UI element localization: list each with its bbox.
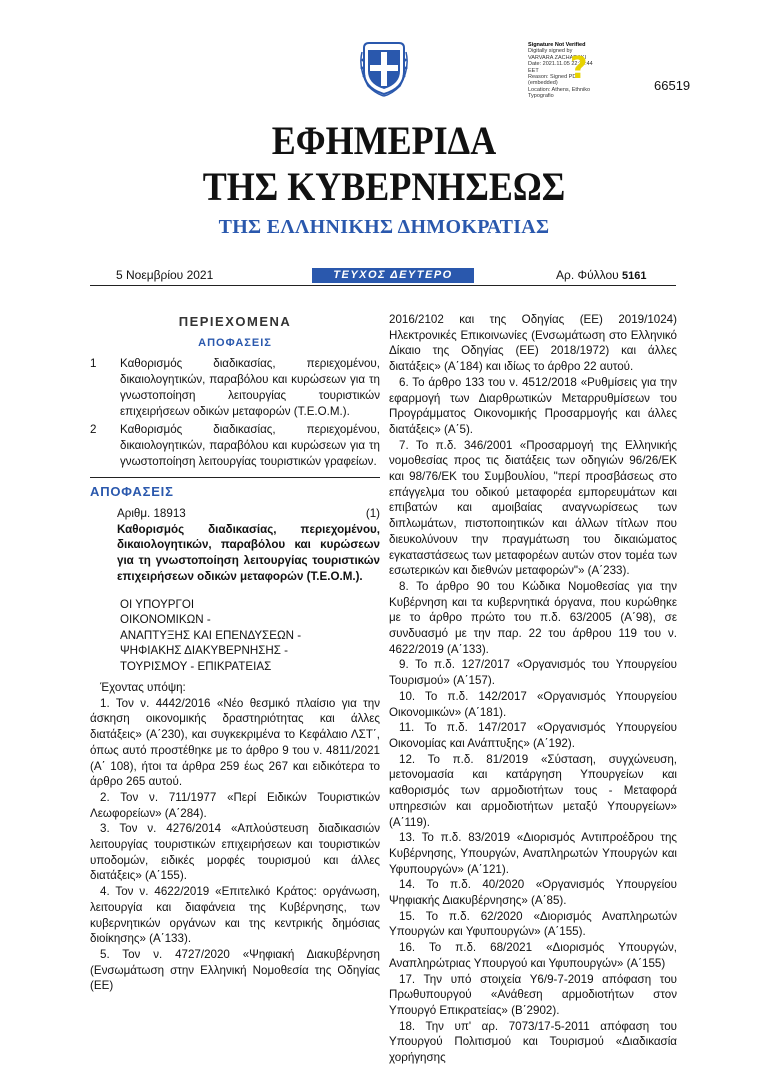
- body-paragraph: 11. Το π.δ. 147/2017 «Οργανισμός Υπουργείου Οικονομίας και Ανάπτυξης» (Α΄192).: [389, 721, 677, 750]
- body-paragraph: 7. Το π.δ. 346/2001 «Προσαρμογή της Ελληνικής νομοθεσίας προς τις διατάξεις των οδηγιών 96/26/ΕΚ και 98/76/ΕΚ του Συμβουλίου, "περί προσβάσεως στο επάγγελμα του οδικού μεταφορέα εμπορευμάτων και επιβατών και αμοιβαίας αναγνωρίσεως των διπλωμάτων, πιστοποιητικών και άλλων τίτλων που διευκολύνουν την πραγμάτωση του δικαιώματος εγκαταστάσεως των μεταφορέων αυτών στον τομέα των εσωτερικών και διεθνών μεταφορών"» (Α΄233).: [389, 438, 677, 578]
- body-paragraph: 2. Τον ν. 711/1977 «Περί Ειδικών Τουριστικών Λεωφορείων» (Α΄284).: [90, 790, 380, 820]
- divider: [90, 477, 380, 478]
- decision-number: Αριθμ. 18913: [117, 507, 186, 521]
- body-paragraph: 8. Το άρθρο 90 του Κώδικα Νομοθεσίας για την Κυβέρνηση και τα κυβερνητικά όργανα, που κυρώθηκε με το άρθρο πρώτο του π.δ. 63/2005 (Α΄98), σε συνδυασμό με την παρ. 22 του άρθρου 119 του ν. 4622/2019 (Α΄133).: [389, 579, 677, 656]
- considering-intro: Έχοντας υπόψη:: [100, 681, 186, 695]
- signature-line: (embedded): [528, 80, 558, 87]
- toc-item-text: Καθορισμός διαδικασίας, περιεχομένου, δικαιολογητικών, παραβόλου και κυρώσεων για τη γνωστοποίηση λειτουργίας τουριστικών γραφείων.: [120, 423, 380, 468]
- digital-signature-stamp: [528, 42, 606, 100]
- gazette-page-number: 66519: [654, 78, 691, 93]
- toc-item-number: 2: [90, 423, 97, 437]
- left-column: [90, 312, 380, 994]
- signature-line: Location: Athens, Ethniko: [528, 86, 591, 93]
- body-paragraph: 3. Τον ν. 4276/2014 «Απλούστευση διαδικασιών λειτουργίας τουριστικών επιχειρήσεων και τουριστικών υποδομών, ειδικές μορφές τουρισμού και άλλες διατάξεις» (Α΄155).: [90, 822, 380, 883]
- masthead: [38, 118, 729, 210]
- signature-line: EET: [528, 67, 539, 74]
- issue-date: 5 Νοεμβρίου 2021: [116, 268, 214, 282]
- decision-title: Καθορισμός διαδικασίας, περιεχομένου, δικαιολογητικών, παραβόλου και κυρώσεων για τη γνωστοποίηση λειτουργίας τουριστικών επιχειρήσεων οδικών μεταφορών (Τ.Ε.Ο.Μ.).: [117, 522, 380, 583]
- ministers-block: [90, 597, 380, 675]
- body-paragraph: 15. Το π.δ. 62/2020 «Διορισμός Αναπληρωτών Υπουργών και Υφυπουργών» (Α΄155).: [389, 909, 677, 939]
- ministers-line: ΤΟΥΡΙΣΜΟΥ - ΕΠΙΚΡΑΤΕΙΑΣ: [120, 659, 272, 673]
- masthead-line: ΤΗΣ ΚΥΒΕΡΝΗΣΕΩΣ: [202, 164, 566, 209]
- right-column: [389, 312, 677, 1066]
- decisions-heading: ΑΠΟΦΑΣΕΙΣ: [90, 484, 174, 500]
- greek-coat-of-arms-icon: [358, 38, 410, 98]
- body-paragraph: 12. Το π.δ. 81/2019 «Σύσταση, συγχώνευση, μετονομασία και κατάργηση Υπουργείων και καθορισμός των αρμοδιοτήτων τους - Μεταφορά υπηρεσιών και αρμοδιοτήτων μεταξύ Υπουργείων» (Α΄119).: [389, 752, 677, 829]
- toc-item-text: Καθορισμός διαδικασίας, περιεχομένου, δικαιολογητικών, παραβόλου και κυρώσεων για τη γνωστοποίηση λειτουργίας τουριστικών επιχειρήσεων οδικών μεταφορών (Τ.Ε.Ο.Μ.).: [120, 357, 380, 418]
- decision-number-row: [90, 506, 380, 522]
- toc-item[interactable]: [90, 422, 380, 469]
- body-paragraph: 1. Τον ν. 4442/2016 «Νέο θεσμικό πλαίσιο για την άσκηση οικονομικής δραστηριότητας και άλλες διατάξεις» (Α΄230), και συγκεκριμένα το Κεφάλαιο ΛΣΤ΄, όπως αυτό προστέθηκε με το άρθρο 9 του ν. 4811/2021 (Α΄ 108), ήτοι τα άρθρα 259 έως 267 και ειδικότερα το άρθρο 265 αυτού.: [90, 696, 380, 789]
- body-paragraph: 14. Το π.δ. 40/2020 «Οργανισμός Υπουργείου Ψηφιακής Διακυβέρνησης» (Α΄85).: [389, 878, 677, 908]
- signature-line: Reason: Signed PDF: [528, 74, 580, 81]
- sheet-value: 5161: [622, 270, 647, 282]
- signature-check-icon: ?: [570, 51, 588, 86]
- signature-line: Digitally signed by: [528, 48, 573, 55]
- toc-item-number: 1: [90, 357, 97, 371]
- issue-bar: [90, 266, 676, 286]
- ministers-line: ΑΝΑΠΤΥΞΗΣ ΚΑΙ ΕΠΕΝΔΥΣΕΩΝ -: [120, 628, 302, 642]
- sheet-label: Αρ. Φύλλου: [556, 268, 619, 282]
- ministers-line: ΨΗΦΙΑΚΗΣ ΔΙΑΚΥΒΕΡΝΗΣΗΣ -: [120, 644, 289, 658]
- body-paragraph: 17. Την υπό στοιχεία Υ6/9-7-2019 απόφαση του Πρωθυπουργού «Ανάθεση αρμοδιοτήτων στον Υπουργό Επικρατείας» (Β΄2902).: [389, 972, 677, 1017]
- signature-line: Date: 2021.11.05 22:36:44: [528, 61, 593, 68]
- ministers-line: ΟΙ ΥΠΟΥΡΓΟΙ: [120, 597, 195, 611]
- signature-line: VARVARA ZACHARAKI: [528, 54, 587, 61]
- body-paragraph: 16. Το π.δ. 68/2021 «Διορισμός Υπουργών, Αναπληρώτριας Υπουργού και Υφυπουργών» (Α΄155): [389, 941, 677, 970]
- body-paragraph: 5. Τον ν. 4727/2020 «Ψηφιακή Διακυβέρνηση (Ενσωμάτωση στην Ελληνική Νομοθεσία της Οδηγίας (ΕΕ): [90, 948, 380, 993]
- toc-item[interactable]: [90, 356, 380, 419]
- body-paragraph: 18. Την υπ' αρ. 7073/17-5-2011 απόφαση του Υπουργού Πολιτισμού και Τουρισμού «Διαδικασία χορήγησης: [389, 1019, 677, 1065]
- ministers-line: ΟΙΚΟΝΟΜΙΚΩΝ -: [120, 613, 211, 627]
- toc-title: ΠΕΡΙΕΧΟΜΕΝΑ: [178, 314, 292, 329]
- body-paragraph: 4. Τον ν. 4622/2019 «Επιτελικό Κράτος: οργάνωση, λειτουργία και διαφάνεια της Κυβέρνησης, των κυβερνητικών οργάνων και της κεντρικής δημόσιας διοίκησης» (Α΄133).: [90, 885, 380, 946]
- body-paragraph: 10. Το π.δ. 142/2017 «Οργανισμός Υπουργείου Οικονομικών» (Α΄181).: [389, 689, 677, 719]
- body-paragraph: 6. Το άρθρο 133 του ν. 4512/2018 «Ρυθμίσεις για την εφαρμογή των Διαρθρωτικών Μεταρρυθμίσεων του Προγράμματος Οικονομικής Προσαρμογής και άλλες διατάξεις» (Α΄5).: [389, 375, 677, 436]
- masthead-line: ΕΦΗΜΕΡΙΔΑ: [271, 118, 497, 163]
- toc-subtitle: ΑΠΟΦΑΣΕΙΣ: [198, 336, 272, 349]
- signature-status: Signature Not Verified: [528, 42, 586, 48]
- body-paragraph: 2016/2102 και της Οδηγίας (ΕΕ) 2019/1024) Ηλεκτρονικές Επικοινωνίες (Ενσωμάτωση στο Ελληνικό Δίκαιο της Οδηγίας (ΕΕ) 2018/1972) και άλλες διατάξεις» (Α΄184) και ιδίως το άρθρο 22 αυτού.: [389, 313, 677, 374]
- masthead-subtitle: ΤΗΣ ΕΛΛΗΝΙΚΗΣ ΔΗΜΟΚΡΑΤΙΑΣ: [218, 216, 550, 238]
- issue-series: ΤΕΥΧΟΣ ΔΕΥΤΕΡΟ: [312, 268, 474, 283]
- body-paragraph: 13. Το π.δ. 83/2019 «Διορισμός Αντιπροέδρου της Κυβέρνησης, Υπουργών, Αναπληρωτών Υπουργών και Υφυπουργών» (Α΄121).: [389, 831, 677, 876]
- signature-line: Typografio: [528, 93, 554, 100]
- decision-marker: (1): [365, 507, 380, 521]
- sheet-number: [556, 268, 647, 282]
- body-paragraph: 9. Το π.δ. 127/2017 «Οργανισμός του Υπουργείου Τουρισμού» (Α΄157).: [389, 658, 677, 688]
